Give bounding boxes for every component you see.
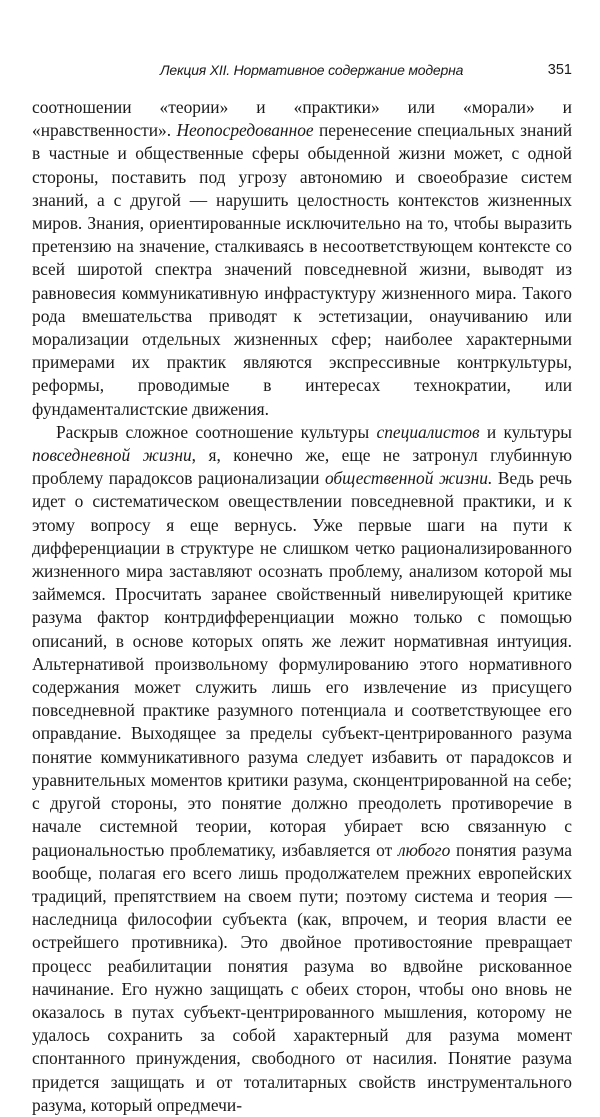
paragraph-1-text: перенесение специальных знаний в частные и общественные сферы обыденной жизни может, с одной стороны, поставить под угрозу автономию и своеобразие систем знаний, а с другой — нарушить целостность контекстов жизненных миров. Знания, ориентированные исключительно на то, чтобы выразить претензию на значение, сталкиваясь в несоответствующем контексте со всей широтой спектра значений повседневной жизни, выводят из равновесия коммуникативную инфрастуктуру жизненного мира. Такого рода вмешательства приводят к эстетизации, онаучиванию или морализации отдельных жизненных сфер; наиболее характерными примерами их практик являются экспрессивные контркультуры, реформы, проводимые в интересах технократии, или фундаменталистские движения.: [32, 120, 573, 419]
emphasis-text: специалистов: [376, 421, 480, 442]
paragraph-2-text: Раскрыв сложное соотношение культуры: [56, 421, 377, 442]
emphasis-text: повседневной жизни: [32, 445, 192, 466]
emphasis-text: общественной жизни.: [324, 468, 493, 489]
emphasis-text: любого: [397, 839, 451, 860]
main-text: [32, 96, 572, 1117]
paragraph-1: [32, 96, 572, 421]
paragraph-2-text: Ведь речь идет о систематическом овеществлении повседневной практики, и к этому вопросу я еще вернусь. Уже первые шаги на пути к дифференциации в структуре не слишком четко рационализированного жизненного мира заставляют осознать проблему, анализом которой мы займемся. Просчитать заранее свойственный нивелирующей критике разума фактор контрдифференциации можно только с помощью описаний, в основе которых опять же лежит нормативная интуиция. Альтернативой произвольному формулированию этого нормативного содержания может служить лишь его извлечение из присущего повседневной практике разумного потенциала и соответствующее его оправдание. Выходящее за пределы субъект-центрированного разума понятие коммуникативного разума следует избавить от парадоксов и уравнительных моментов критики разума, сконцентрированной на себе; с другой стороны, это понятие должно преодолеть противоречие в начале системной теории, которая убирает всю связанную с рациональностью проблематику, избавляется от: [32, 468, 572, 860]
paragraph-1-text: соотношении «теории» и «практики» или «морали» и «нравственности».: [32, 97, 572, 141]
paragraph-2-text: , я, конечно же, еще не затронул глубинную проблему парадоксов рационализации: [32, 445, 572, 489]
paragraph-2-text: и культуры: [479, 421, 572, 442]
emphasis-text: Неопосредованное: [176, 120, 314, 141]
running-header: [32, 58, 572, 82]
paragraph-2: [32, 421, 572, 1117]
page-number: 351: [547, 62, 572, 78]
running-title: Лекция XII. Нормативное содержание модерна: [160, 62, 464, 78]
paragraph-2-text: понятия разума вообще, полагая его всего лишь продолжателем прежних европейских традиций, препятствием на своем пути; поэтому система и теория — наследница философии субъекта (как, впрочем, и теория власти ее острейшего противника). Это двойное противостояние превращает процесс реабилитации понятия разума во вдвойне рискованное начинание. Его нужно защищать с обеих сторон, чтобы оно вновь не оказалось в путах субъект-центрированного мышления, которому не удалось сохранить за собой характерный для разума момент спонтанного принуждения, свободного от насилия. Понятие разума придется защищать и от тоталитарных свойств инструментального разума, который опредмечи-: [32, 839, 572, 1115]
